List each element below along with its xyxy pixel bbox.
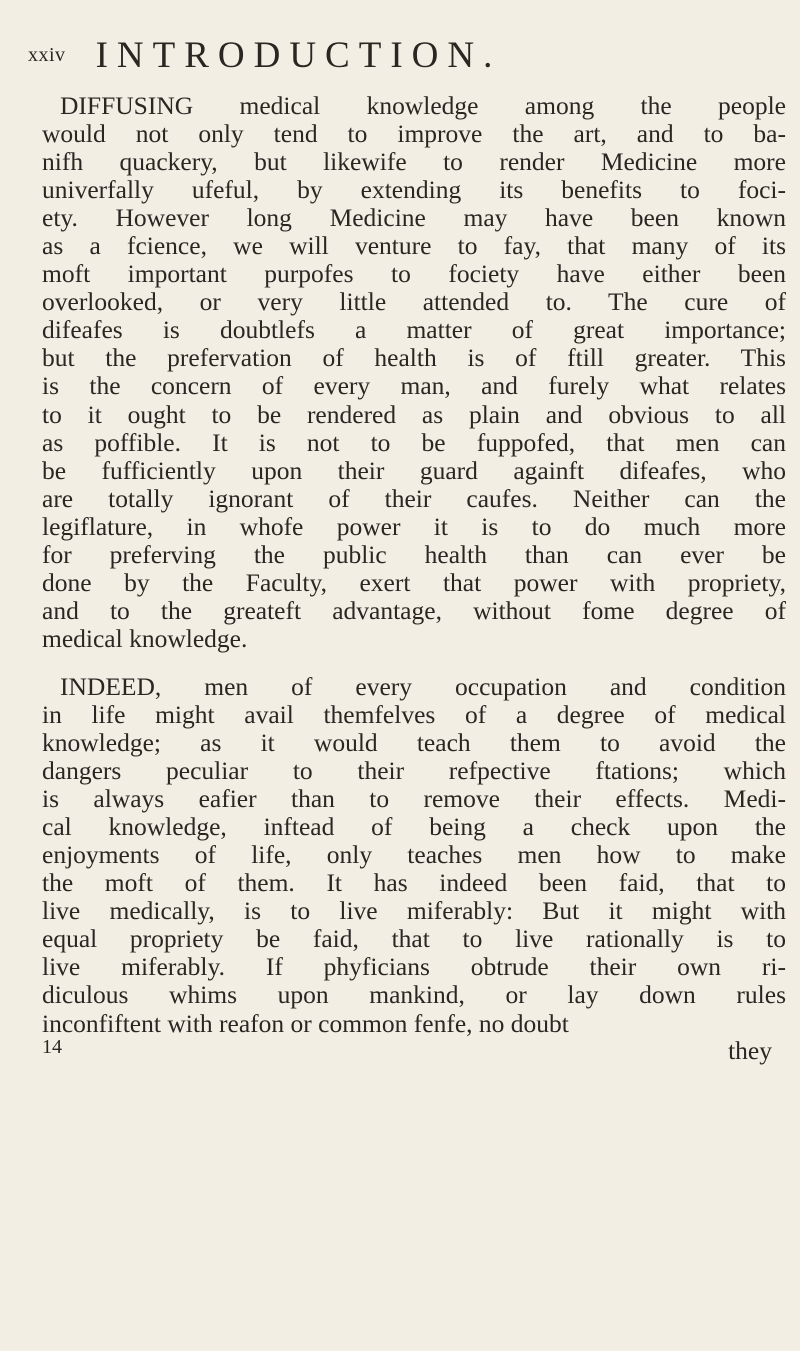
text-line: difeafes is doubtlefs a matter of great importance;	[42, 315, 786, 345]
text-line: and to the greateft advantage, without fome degree of	[42, 595, 786, 625]
text-line: done by the Faculty, exert that power with propriety,	[42, 567, 786, 597]
text-line: as a fcience, we will venture to fay, that many of its	[42, 231, 786, 261]
text-line: are totally ignorant of their caufes. Neither can the	[42, 483, 786, 513]
text-line: knowledge; as it would teach them to avoid the	[42, 728, 786, 758]
catchword: they	[728, 1036, 772, 1065]
text-line: as poffible. It is not to be fuppofed, that men can	[42, 427, 786, 457]
text-line: cal knowledge, inftead of being a check upon the	[42, 812, 786, 842]
text-line: dangers peculiar to their refpective ftations; which	[42, 756, 786, 786]
text-line: ety. However long Medicine may have been known	[42, 203, 786, 233]
text-line: live miferably. If phyficians obtrude their own ri-	[42, 952, 786, 982]
body-text	[42, 92, 786, 1058]
text-line: diculous whims upon mankind, or lay down rules	[42, 980, 786, 1010]
text-line: in life might avail themfelves of a degree of medical	[42, 699, 786, 729]
text-line: for preferving the public health than can ever be	[42, 539, 786, 569]
page-footer	[42, 1036, 786, 1066]
paragraph-diffusing	[42, 92, 786, 653]
text-line: enjoyments of life, only teaches men how to make	[42, 840, 786, 870]
text-line: is the concern of every man, and furely what relates	[42, 371, 786, 401]
text-line: is always eafier than to remove their effects. Medi-	[42, 784, 786, 814]
text-line: the moft of them. It has indeed been faid, that to	[42, 868, 786, 898]
page-number: xxiv	[28, 43, 66, 66]
text-line: legiflature, in whofe power it is to do much more	[42, 511, 786, 541]
text-line: nifh quackery, but likewife to render Medicine more	[42, 147, 786, 177]
text-line: DIFFUSING medical knowledge among the people	[60, 91, 786, 120]
text-line: overlooked, or very little attended to. The cure of	[42, 287, 786, 317]
text-line: univerfally ufeful, by extending its benefits to foci-	[42, 175, 786, 205]
text-line: equal propriety be faid, that to live rationally is to	[42, 924, 786, 954]
text-line: moft important purpofes to fociety have either been	[42, 259, 786, 289]
running-head: INTRODUCTION.	[95, 34, 502, 76]
text-line: would not only tend to improve the art, and to ba-	[42, 119, 786, 149]
text-line: inconfiftent with reafon or common fenfe, no doubt	[42, 1008, 569, 1038]
paragraph-indeed	[42, 673, 786, 1038]
signature-mark: 14	[42, 1036, 62, 1058]
text-line: to it ought to be rendered as plain and obvious to all	[42, 399, 786, 429]
text-line: live medically, is to live miferably: But it might with	[42, 896, 786, 926]
text-line: be fufficiently upon their guard againft difeafes, who	[42, 455, 786, 485]
page-header	[28, 30, 768, 80]
text-line: INDEED, men of every occupation and condition	[60, 671, 786, 701]
text-line: but the prefervation of health is of ftill greater. This	[42, 343, 786, 373]
text-line: medical knowledge.	[42, 623, 248, 653]
